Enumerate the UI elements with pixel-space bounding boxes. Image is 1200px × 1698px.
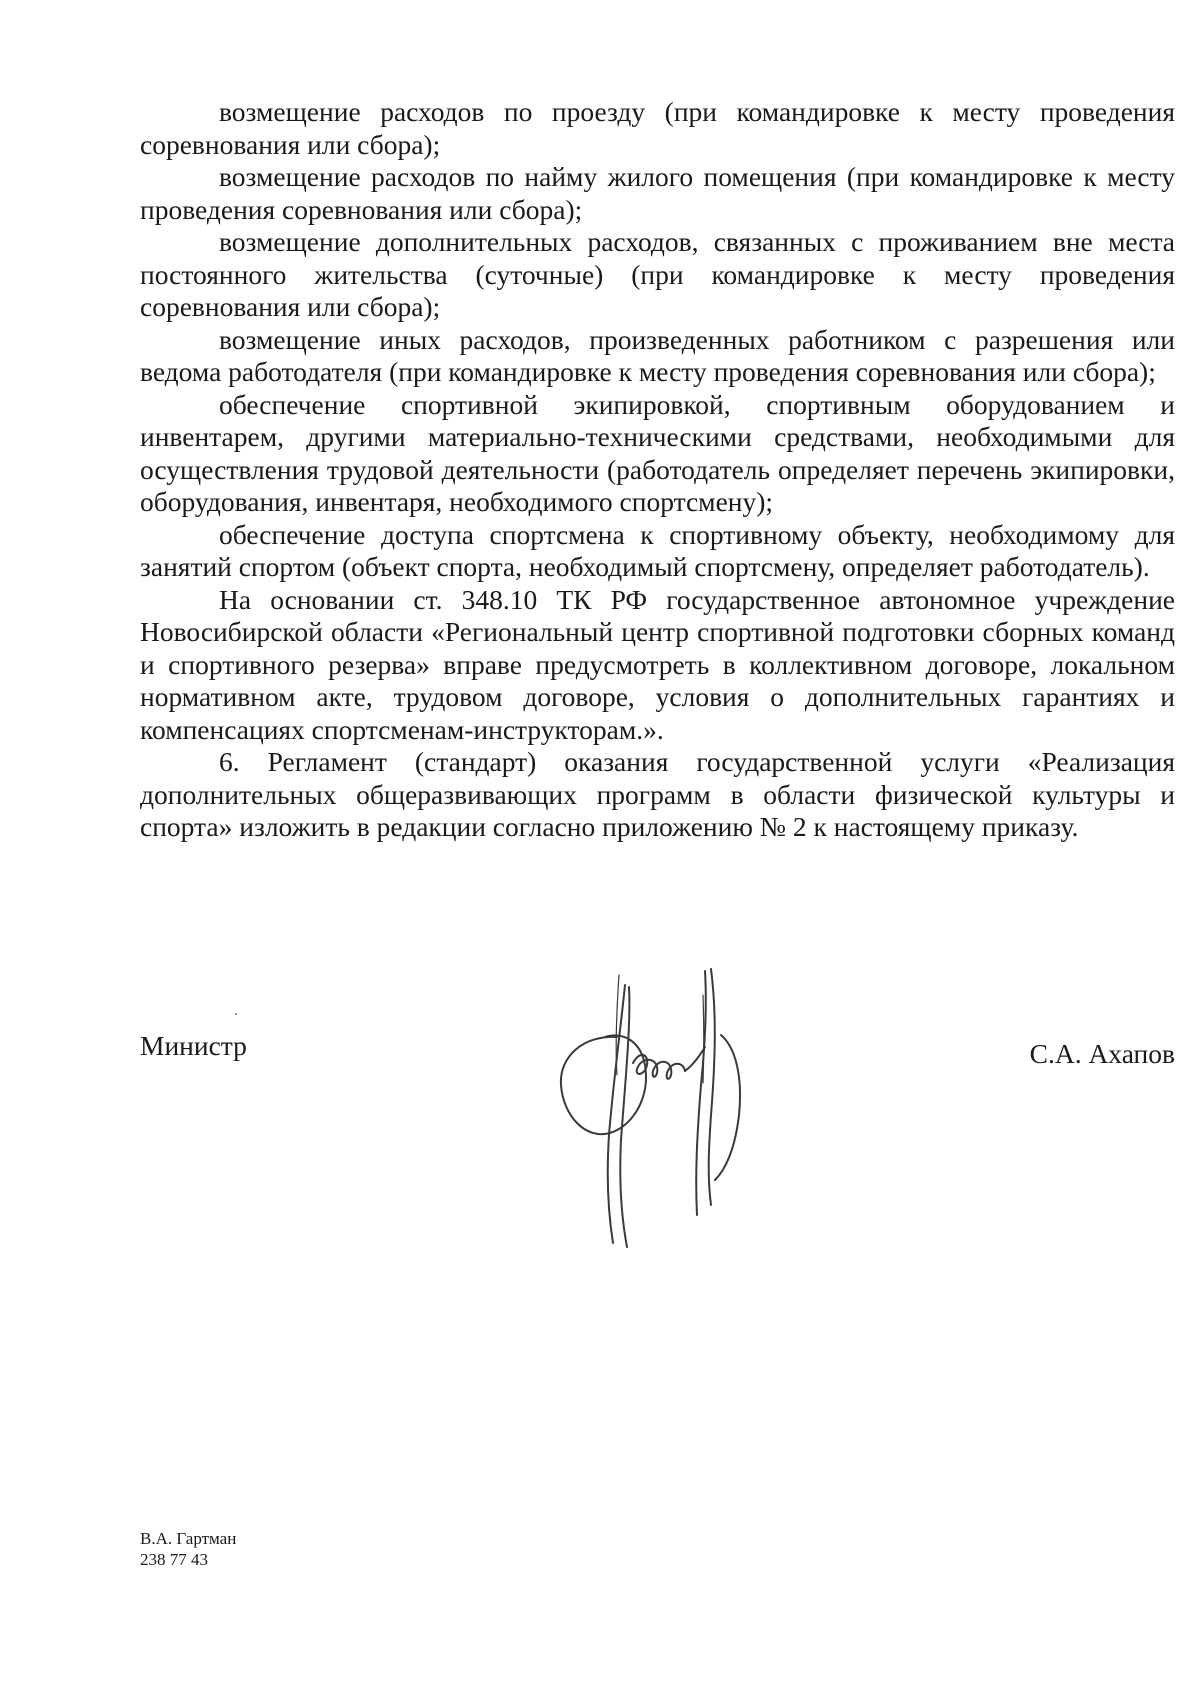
paragraph-housing-expenses: возмещение расходов по найму жилого помещения (при командировке к месту проведения соревнования или сбора); — [140, 161, 1175, 225]
executor-phone: 238 77 43 — [140, 1550, 208, 1569]
paragraph-other-expenses: возмещение иных расходов, произведенных работником с разрешения или ведома работодателя (при командировке к месту проведения соревнования или сбора); — [140, 323, 1175, 387]
paragraph-equipment: обеспечение спортивной экипировкой, спортивным оборудованием и инвентарем, другими материально-техническими средствами, необходимыми для осуществления трудовой деятельности (работодатель определяет перечень экипировки, оборудования, инвентаря, необходимого спортсмену); — [140, 388, 1175, 517]
executor-info — [140, 1528, 236, 1570]
document-body — [140, 96, 1175, 844]
paragraph-travel-expenses: возмещение расходов по проезду (при командировке к месту проведения соревнования или сбора); — [140, 96, 1175, 160]
signer-position: Министр — [140, 1030, 247, 1061]
paragraph-sports-facility-access: обеспечение доступа спортсмена к спортивному объекту, необходимому для занятий спортом (объект спорта, необходимый спортсмену, определяет работодатель). — [140, 518, 1175, 582]
scan-speck — [235, 1013, 237, 1015]
paragraph-legal-basis: На основании ст. 348.10 ТК РФ государственное автономное учреждение Новосибирской области «Региональный центр спортивной подготовки сборных команд и спортивного резерва» вправе предусмотреть в коллективном договоре, локальном нормативном акте, трудовом договоре, условия о дополнительных гарантиях и компенсациях спортсменам-инструкторам.». — [140, 583, 1175, 745]
signer-name: С.А. Ахапов — [1029, 1038, 1175, 1069]
paragraph-daily-allowance: возмещение дополнительных расходов, связанных с проживанием вне места постоянного жительства (суточные) (при командировке к месту проведения соревнования или сбора); — [140, 226, 1175, 322]
handwritten-signature — [555, 965, 795, 1250]
paragraph-regulation-item-6: 6. Регламент (стандарт) оказания государственной услуги «Реализация дополнительных общеразвивающих программ в области физической культуры и спорта» изложить в редакции согласно приложению № 2 к настоящему приказу. — [140, 746, 1175, 842]
executor-name: В.А. Гартман — [140, 1529, 237, 1548]
